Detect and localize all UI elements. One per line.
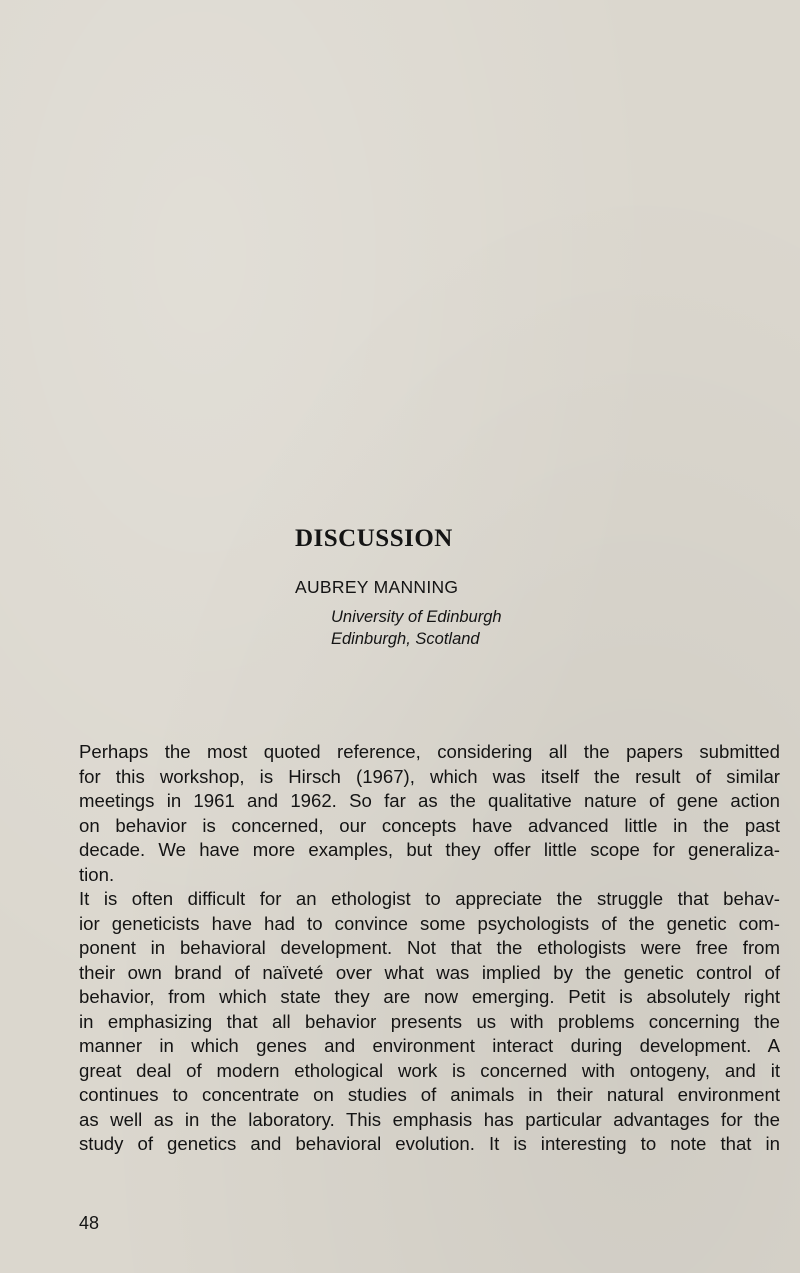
text-line: on behavior is concerned, our concepts have advanced little in the past <box>79 814 780 836</box>
paragraph-2 <box>79 887 780 1157</box>
text-line: tion. <box>79 863 115 885</box>
text-line: great deal of modern ethological work is concerned with ontogeny, and it <box>79 1059 780 1081</box>
text-line: Perhaps the most quoted reference, considering all the papers submitted <box>79 741 780 762</box>
text-line: their own brand of naïveté over what was implied by the genetic control of <box>79 961 780 983</box>
affiliation-location: Edinburgh, Scotland <box>331 630 480 648</box>
text-line: decade. We have more examples, but they offer little scope for generaliza- <box>79 839 780 860</box>
text-line: meetings in 1961 and 1962. So far as the qualitative nature of gene action <box>79 790 780 811</box>
paragraph-1 <box>79 740 780 887</box>
text-line: ponent in behavioral development. Not that the ethologists were free from <box>79 937 780 958</box>
affiliation-institution: University of Edinburgh <box>331 608 502 626</box>
text-line: in emphasizing that all behavior presents us with problems concerning the <box>79 1010 780 1032</box>
author-name: AUBREY MANNING <box>295 577 459 597</box>
text-line: ior geneticists have had to convince some psychologists of the genetic com- <box>79 912 780 934</box>
text-line: continues to concentrate on studies of animals in their natural environment <box>79 1084 780 1105</box>
body-text <box>79 740 780 1157</box>
show-through-texture <box>60 40 760 480</box>
text-line: as well as in the laboratory. This emphasis has particular advantages for the <box>79 1108 780 1130</box>
text-line: study of genetics and behavioral evolution. It is interesting to note that in <box>79 1133 780 1154</box>
text-line: behavior, from which state they are now emerging. Petit is absolutely right <box>79 986 780 1007</box>
section-title: DISCUSSION <box>295 525 453 552</box>
text-line: It is often difficult for an ethologist to appreciate the struggle that behav- <box>79 888 780 909</box>
page-number: 48 <box>79 1213 100 1233</box>
text-line: for this workshop, is Hirsch (1967), which was itself the result of similar <box>79 765 780 787</box>
text-line: manner in which genes and environment interact during development. A <box>79 1035 780 1056</box>
